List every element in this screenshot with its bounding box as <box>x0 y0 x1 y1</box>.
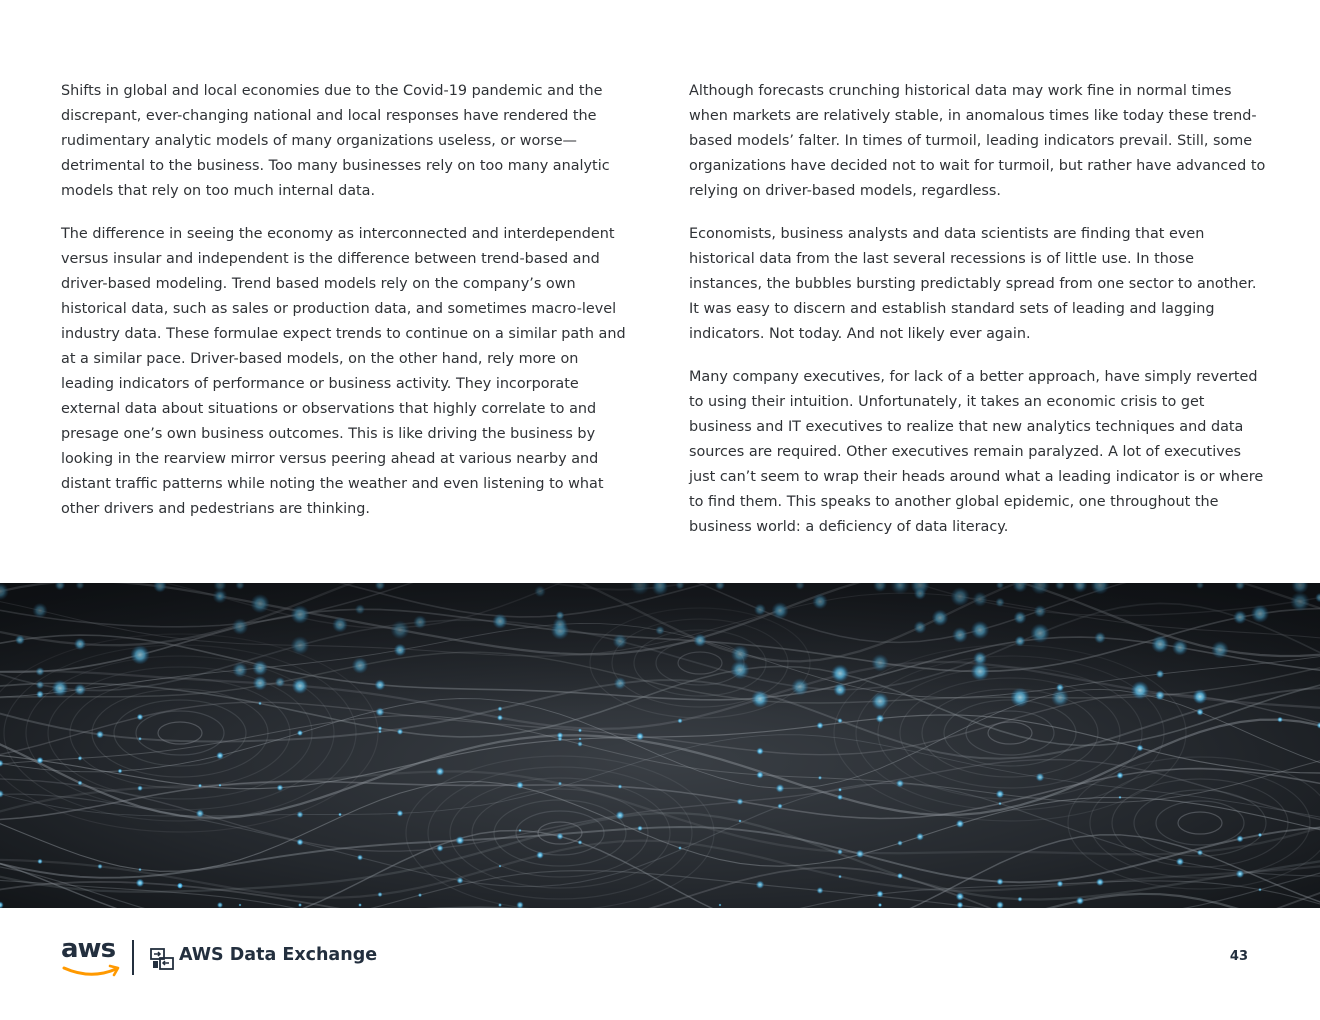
page-footer <box>0 925 1320 995</box>
paragraph: Many company executives, for lack of a better approach, have simply reverted to using their intuition. Unfortunately, it takes an economic crisis to get business and IT executives to realize that new analytics techniques and data sources are required. Other executives remain paralyzed. A lot of executives just can’t seem to wrap their heads around what a leading indicator is or where to find them. This speaks to another global epidemic, one throughout the business world: a deficiency of data literacy. <box>689 369 1264 535</box>
hero-artwork <box>0 583 1320 908</box>
aws-logo-text: aws <box>61 934 116 964</box>
page-number: 43 <box>1229 949 1248 964</box>
paragraph: Shifts in global and local economies due to the Covid-19 pandemic and the discrepant, ever-changing national and local responses have rendered the rudimentary analytic models of many organizations useless, or worse—detrimental to the business. Too many businesses rely on too many analytic models that rely on too much internal data. <box>61 83 610 199</box>
footer-divider <box>132 940 134 975</box>
paragraph: Economists, business analysts and data scientists are finding that even historical data from the last several recessions is of little use. In those instances, the bubbles bursting predictably spread from one sector to another. It was easy to discern and establish standard sets of leading and lagging indicators. Not today. And not likely ever again. <box>689 226 1257 342</box>
right-text-column <box>689 79 1269 558</box>
product-label: AWS Data Exchange <box>179 945 378 965</box>
aws-smile-icon <box>61 938 123 978</box>
paragraph: Although forecasts crunching historical data may work fine in normal times when markets are relatively stable, in anomalous times like today these trend-based models’ falter. In times of turmoil, leading indicators prevail. Still, some organizations have decided not to wait for turmoil, but rather have advanced to relying on driver-based models, regardless. <box>689 83 1266 199</box>
data-exchange-icon <box>150 948 174 970</box>
aws-logo-icon <box>61 934 123 978</box>
data-topography-illustration <box>0 583 1320 908</box>
left-text-column <box>61 79 633 540</box>
paragraph: The difference in seeing the economy as interconnected and interdependent versus insular and independent is the difference between trend-based and driver-based modeling. Trend based models rely on the company’s own historical data, such as sales or production data, and sometimes macro-level industry data. These formulae expect trends to continue on a similar path and at a similar pace. Driver-based models, on the other hand, rely more on leading indicators of performance or business activity. They incorporate external data about situations or observations that highly correlate to and presage one’s own business outcomes. This is like driving the business by looking in the rearview mirror versus peering ahead at various nearby and distant traffic patterns while noting the weather and even listening to what other drivers and pedestrians are thinking. <box>61 226 626 517</box>
